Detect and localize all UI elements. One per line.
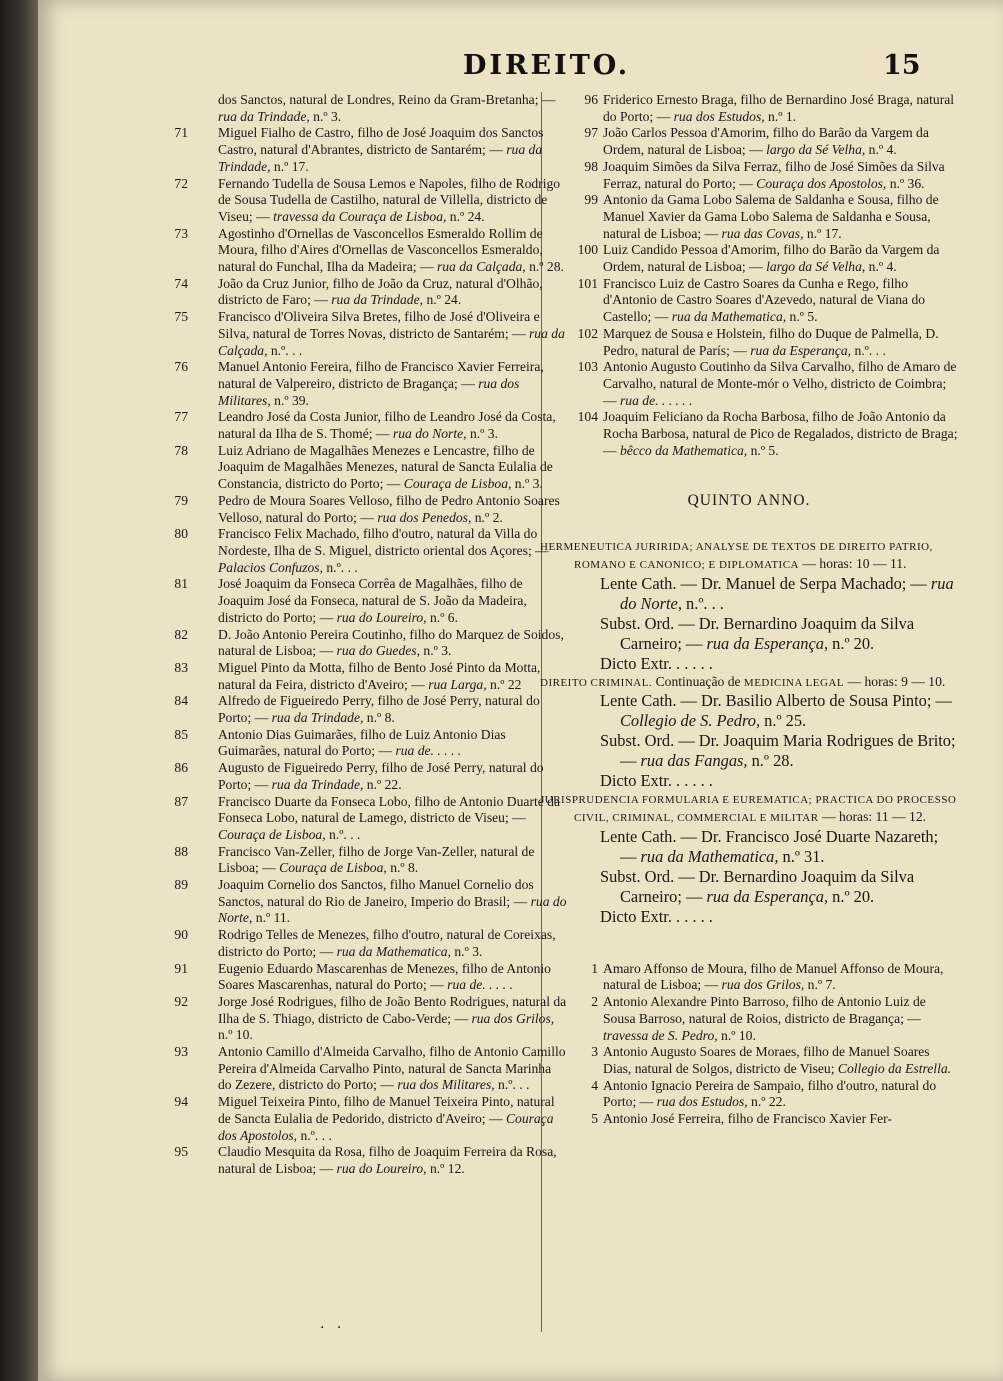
entry-number: 89 — [174, 877, 188, 893]
section-title: QUINTO ANNO. — [687, 492, 811, 510]
entry-house-number: n.º 12. — [426, 1161, 465, 1176]
faculty-role: Subst. Ord. — Dr. Bernardino Joaquim da Silva Carneiro; — — [600, 866, 915, 906]
list-item — [136, 125, 568, 175]
entry-number: 77 — [174, 409, 188, 425]
faculty-house-number: n.º 20. — [828, 886, 875, 906]
entry-text: Francisco d'Oliveira Silva Bretes, filho de José d'Oliveira e Silva, natural de Torres Novas, districto de Santarém; — — [218, 309, 540, 341]
faculty-address: Collegio de S. Pedro, — [620, 711, 761, 731]
entry-text: Fernando Tudella de Sousa Lemos e Napoles, filho de Rodrigo de Sousa Tudella de Castilho, natural de Villella, districto de Viseu; — — [218, 175, 561, 224]
entry-address: rua da Trindade, — [331, 292, 424, 308]
list-item — [136, 92, 568, 125]
list-item — [540, 159, 958, 192]
entry-text: Claudio Mesquita da Rosa, filho de Joaquim Ferreira da Rosa, natural de Lisboa; — — [218, 1144, 557, 1176]
entry-number: 94 — [174, 1094, 188, 1110]
list-item — [136, 994, 568, 1044]
list-item — [136, 693, 568, 726]
entry-number: 90 — [174, 927, 188, 943]
entry-text: Antonio Augusto Soares de Moraes, filho de Manuel Soares Dias, natural de Solgos, districto de Viseu; — [603, 1044, 930, 1076]
entry-house-number: n.º 2. — [471, 509, 503, 525]
entry-text: dos Sanctos, natural de Londres, Reino da Gram-Bretanha; — — [218, 92, 556, 107]
student-list-fifth-year — [540, 961, 958, 1128]
entry-address: rua dos Penedos, — [377, 509, 472, 525]
entry-number: 100 — [577, 242, 598, 258]
faculty-role: Lente Cath. — Dr. Basilio Alberto de Sousa Pinto; — — [600, 691, 952, 711]
entry-house-number: n.º 17. — [270, 158, 309, 174]
list-item — [136, 359, 568, 409]
entry-text: João da Cruz Junior, filho de João da Cruz, natural d'Olhão, districto de Faro; — — [218, 275, 543, 308]
student-list-fourth-year — [540, 92, 958, 459]
list-item — [136, 844, 568, 877]
entry-number: 3 — [591, 1044, 598, 1060]
entry-house-number: n.º. . . — [851, 342, 886, 358]
list-item — [540, 1078, 958, 1111]
course-hours: — horas: 10 — 11. — [799, 555, 907, 571]
entry-house-number: n.º 7. — [804, 977, 836, 993]
faculty-address: rua do Norte, — [620, 573, 954, 613]
faculty-role: Dicto Extr. . . . . . — [600, 653, 713, 673]
list-item — [136, 226, 568, 276]
entry-number: 78 — [174, 442, 188, 458]
entry-text: Agostinho d'Ornellas de Vasconcellos Esmeraldo Rollim de Moura, filho d'Aires d'Ornellas de Vasconcellos Esmeraldo, natural do Funchal, Ilha da Madeira; — — [218, 225, 543, 275]
faculty-house-number: n.º 20. — [828, 633, 875, 653]
entry-text: Alfredo de Figueiredo Perry, filho de José Perry, natural do Porto; — — [218, 693, 540, 726]
entry-text: Luiz Adriano de Magalhães Menezes e Lencastre, filho de Joaquim de Magalhães Menezes, natural de Sancta Eulalia de Constancia, districto do Porto; — — [218, 442, 553, 492]
entry-number: 91 — [174, 960, 188, 976]
list-item — [540, 409, 958, 459]
entry-address: rua dos Grilos, — [721, 977, 805, 993]
entry-address: rua dos Militares, — [397, 1077, 495, 1093]
list-item — [136, 493, 568, 526]
entry-address: rua da Trindade, — [218, 108, 310, 124]
faculty-role: Lente Cath. — Dr. Francisco José Duarte Nazareth; — — [600, 826, 939, 866]
entry-address: Couraça dos Apostolos, — [218, 1110, 554, 1143]
entry-text: Marquez de Sousa e Holstein, filho do Duque de Palmella, D. Pedro, natural de París; — — [603, 325, 939, 358]
entry-house-number: n.º 10. — [218, 1027, 253, 1043]
entry-address: rua do Guedes, — [336, 643, 420, 659]
page-header — [38, 50, 1003, 90]
course-name: HERMENEUTICA JURIRIDA; ANALYSE DE TEXTOS DE DIREITO PATRIO, ROMANO E CANONICO; E DIPLOMATICA — [540, 541, 933, 571]
entry-address: rua da Trindade, — [218, 142, 543, 174]
entry-number: 85 — [174, 726, 188, 742]
faculty-role: Dicto Extr. . . . . . — [600, 771, 713, 791]
entry-number: 102 — [577, 325, 598, 341]
entry-address: rua do Loureiro, — [336, 609, 427, 625]
entry-text: Antonio Alexandre Pinto Barroso, filho de Antonio Luiz de Sousa Barroso, natural de Roios, districto de Bragança; — — [603, 994, 926, 1026]
entry-text: Pedro de Moura Soares Velloso, filho de Pedro Antonio Soares Velloso, natural do Porto; — — [218, 492, 560, 525]
entry-address: rua dos Estudos, — [673, 108, 765, 124]
entry-number: 76 — [174, 359, 188, 375]
faculty-line — [540, 691, 958, 731]
entry-text: João Carlos Pessoa d'Amorim, filho do Barão da Vargem da Ordem, natural de Lisboa; — — [603, 125, 929, 158]
course-connector: Continuação de — [652, 673, 744, 689]
faculty-line — [540, 731, 958, 771]
entry-address: rua da Mathematica, — [336, 943, 451, 959]
faculty-house-number: n.º 31. — [778, 846, 825, 866]
entry-number: 83 — [174, 659, 188, 675]
entry-number: 101 — [577, 275, 598, 291]
entry-text: Francisco Van-Zeller, filho de Jorge Van-Zeller, natural de Lisboa; — — [218, 843, 535, 876]
list-item — [136, 176, 568, 226]
entry-address: travessa da Couraça de Lisboa, — [273, 208, 447, 224]
list-item — [136, 627, 568, 660]
faculty-line — [540, 614, 958, 654]
entry-house-number: n.º 3. — [309, 108, 342, 124]
list-item — [136, 526, 568, 576]
course-name: DIREITO CRIMINAL. — [540, 676, 653, 689]
course-hours: — horas: 11 — 12. — [818, 808, 927, 824]
entry-house-number: n.º 24. — [423, 292, 462, 308]
entry-address: rua do Loureiro, — [336, 1161, 427, 1176]
entry-number: 97 — [584, 125, 598, 141]
faculty-address: rua da Esperança, — [706, 886, 829, 906]
entry-number: 72 — [174, 175, 188, 191]
entry-address: Couraça dos Apostolos, — [756, 175, 887, 191]
entry-address: Couraça de Lisboa, — [218, 826, 326, 842]
entry-text: Antonio Ignacio Pereira de Sampaio, filho d'outro, natural do Porto; — — [603, 1077, 937, 1110]
entry-text: Miguel Pinto da Motta, filho de Bento José Pinto da Motta, natural da Feira, districto d'Aveiro; — — [218, 659, 541, 692]
entry-address: Palacios Confuzos, — [218, 559, 323, 575]
entry-number: 92 — [174, 993, 188, 1009]
entry-text: D. João Antonio Pereira Coutinho, filho do Marquez de Soidos, natural de Lisboa; — — [218, 626, 564, 659]
entry-text: Luiz Candido Pessoa d'Amorim, filho do Barão da Vargem da Ordem, natural de Lisboa; — — [603, 242, 940, 275]
entry-house-number: n.º 5. — [747, 442, 779, 458]
entry-house-number: n.º 24. — [446, 208, 485, 224]
entry-number: 96 — [584, 92, 598, 107]
faculty-role: Lente Cath. — Dr. Manuel de Serpa Machado; — — [600, 573, 931, 593]
list-item — [540, 276, 958, 326]
entry-address: bêcco da Mathematica, — [620, 442, 748, 458]
faculty-role: Dicto Extr. . . . . . — [600, 906, 713, 926]
entry-text: José Joaquim da Fonseca Corrêa de Magalhães, filho de Joaquim José da Fonseca, natural de S. João da Madeira, districto do Porto; — — [218, 576, 527, 625]
list-item — [540, 242, 958, 275]
entry-text: Augusto de Figueiredo Perry, filho de José Perry, natural do Porto; — — [218, 760, 544, 792]
entry-house-number: n.º. . . — [297, 1127, 332, 1143]
entry-number: 81 — [174, 576, 188, 592]
list-item — [136, 1044, 568, 1094]
entry-number: 2 — [591, 994, 598, 1010]
entry-house-number: n.º 11. — [252, 910, 291, 926]
document-page — [38, 0, 1003, 1381]
entry-number: 87 — [174, 793, 188, 809]
list-item — [136, 1144, 568, 1177]
entry-text: Antonio Dias Guimarães, filho de Luiz Antonio Dias Guimarães, natural do Porto; — — [218, 726, 506, 759]
entry-address: largo da Sé Velha, — [766, 259, 866, 275]
entry-number: 73 — [174, 225, 188, 241]
entry-text: Rodrigo Telles de Menezes, filho d'outro, natural de Coreixas, districto do Porto; — — [218, 927, 556, 959]
entry-house-number: n.º. . . — [267, 342, 303, 358]
list-item — [136, 309, 568, 359]
page-number: 15 — [883, 50, 921, 81]
course-name-secondary: MEDICINA LEGAL — [743, 676, 845, 689]
faculty-house-number: n.º 28. — [747, 751, 794, 771]
footer-mark: . . — [320, 1316, 346, 1332]
list-item — [136, 727, 568, 760]
entry-address: rua das Covas, — [721, 225, 804, 241]
list-item — [136, 877, 568, 927]
entry-text: Joaquim Simões da Silva Ferraz, filho de José Simões da Silva Ferraz, natural do Porto; — — [603, 158, 945, 191]
entry-number: 75 — [174, 309, 188, 325]
running-title: DIREITO. — [463, 50, 631, 81]
entry-number: 86 — [174, 760, 188, 776]
course-heading — [540, 538, 958, 573]
list-item — [540, 994, 958, 1044]
list-item — [136, 576, 568, 626]
entry-house-number: n.º. . . — [325, 826, 361, 842]
entry-text: Eugenio Eduardo Mascarenhas de Menezes, filho de Antonio Soares Mascarenhas, natural do Porto; — — [218, 960, 551, 993]
entry-number: 84 — [174, 693, 188, 709]
entry-house-number: n.º. . . — [494, 1077, 530, 1093]
faculty-line — [540, 907, 958, 927]
list-item — [136, 927, 568, 960]
faculty-line — [540, 654, 958, 674]
entry-address: rua de. . . . . — [395, 743, 462, 759]
entry-text: Friderico Ernesto Braga, filho de Bernardino José Braga, natural do Porto; — — [603, 92, 955, 124]
list-item — [540, 1044, 958, 1077]
list-item — [136, 276, 568, 309]
entry-house-number: n.º 28. — [525, 259, 564, 275]
entry-number: 103 — [577, 359, 598, 375]
list-item — [136, 794, 568, 844]
book-spine — [0, 0, 38, 1381]
entry-address: largo da Sé Velha, — [766, 142, 866, 158]
entry-text: Antonio Camillo d'Almeida Carvalho, filho de Antonio Camillo Pereira d'Almeida Carvalho Pinto, natural de Sancta Marinha do Zezere, districto do Porto; — — [218, 1044, 566, 1093]
entry-number: 80 — [174, 526, 188, 542]
entry-text: Joaquim Feliciano da Rocha Barbosa, filho de João Antonio da Rocha Barbosa, natural de Pico de Regalados, districto de Braga; — — [603, 409, 958, 458]
entry-address: rua dos Militares, — [218, 375, 520, 408]
entry-text: Manuel Antonio Fereira, filho de Francisco Xavier Ferreira, natural de Valpereiro, districto de Bragança; — — [218, 359, 544, 391]
course-hours: — horas: 9 — 10. — [844, 673, 946, 689]
list-item — [136, 443, 568, 493]
entry-number: 99 — [584, 192, 598, 208]
entry-text: Miguel Fialho de Castro, filho de José Joaquim dos Sanctos Castro, natural d'Abrantes, districto de Santarém; — — [218, 125, 544, 158]
entry-address: rua da Trindade, — [271, 710, 364, 726]
entry-text: Francisco Felix Machado, filho d'outro, natural da Villa do Nordeste, Ilha de S. Miguel, districto oriental dos Açores; — — [218, 526, 549, 558]
entry-address: Couraça de Lisboa, — [403, 476, 512, 492]
entry-address: rua de. . . . . — [447, 977, 513, 993]
entry-house-number: n.º 1. — [764, 108, 797, 124]
entry-house-number: n.º 22 — [486, 676, 522, 692]
entry-address: rua do Norte, — [392, 426, 467, 442]
entry-number: 79 — [174, 492, 188, 508]
entry-text: Francisco Luiz de Castro Soares da Cunha e Rego, filho d'Antonio de Castro Soares d'Azevedo, natural de Viana do Castello; — — [603, 275, 926, 325]
entry-number: 5 — [591, 1111, 598, 1127]
entry-house-number: n.º 17. — [803, 225, 842, 241]
faculty-address: rua da Mathematica, — [640, 846, 779, 866]
entry-house-number: n.º. . . — [322, 559, 358, 575]
entry-text: Francisco Duarte da Fonseca Lobo, filho de Antonio Duarte da Fonseca Lobo, natural de Lamego, districto de Viseu; — — [218, 793, 561, 826]
entry-house-number: n.º 39. — [270, 392, 309, 408]
list-item — [540, 125, 958, 158]
course-heading — [540, 791, 958, 826]
entry-house-number: n.º 3. — [420, 643, 452, 659]
entry-number: 4 — [591, 1077, 598, 1093]
entry-house-number: n.º 4. — [865, 259, 897, 275]
list-item — [540, 1111, 958, 1128]
entry-house-number: n.º 3. — [466, 426, 498, 442]
entry-number: 104 — [577, 409, 598, 425]
course-name: JURISPRUDENCIA FORMULARIA E EUREMATICA; PRACTICA DO PROCESSO CIVIL, CRIMINAL, COMMERCIAL E MILITAR — [540, 794, 957, 824]
faculty-line — [540, 771, 958, 791]
list-item — [136, 660, 568, 693]
entry-text: Antonio Augusto Coutinho da Silva Carvalho, filho de Amaro de Carvalho, natural de Monte-mór o Velho, districto de Coimbra; — — [603, 359, 957, 408]
entry-house-number: n.º 10. — [717, 1027, 756, 1043]
entry-address: rua da Trindade, — [271, 776, 364, 792]
faculty-line — [540, 827, 958, 867]
entry-number: 95 — [174, 1144, 188, 1160]
faculty-role: Subst. Ord. — Dr. Joaquim Maria Rodrigues de Brito; — — [600, 731, 956, 771]
list-item — [136, 961, 568, 994]
entry-number: 98 — [584, 158, 598, 174]
entry-house-number: n.º 5. — [786, 309, 818, 325]
faculty-address: rua das Fangas, — [640, 751, 748, 771]
entry-house-number: n.º 22. — [363, 776, 402, 792]
faculty-house-number: n.º 25. — [760, 711, 807, 731]
right-column — [540, 92, 958, 1128]
entry-text: Antonio da Gama Lobo Salema de Saldanha e Sousa, filho de Manuel Xavier da Gama Lobo Salema de Saldanha e Sousa, natural de Lisboa; — — [603, 192, 939, 241]
list-item — [540, 359, 958, 409]
entry-address: travessa de S. Pedro, — [603, 1027, 718, 1043]
entry-address: Collegio da Estrella. — [837, 1060, 952, 1076]
entry-address: rua dos Estudos, — [656, 1094, 748, 1110]
entry-address: rua da Calçada, — [218, 325, 565, 358]
entry-house-number: n.º 6. — [426, 609, 458, 625]
courses-list — [540, 538, 958, 927]
entry-address: rua da Mathematica, — [671, 309, 787, 325]
entry-house-number: n.º 3. — [450, 943, 483, 959]
entry-number: 74 — [174, 275, 188, 291]
entry-address: rua da Calçada, — [436, 259, 526, 275]
entry-house-number: n.º 4. — [865, 142, 897, 158]
entry-text: Miguel Teixeira Pinto, filho de Manuel Teixeira Pinto, natural de Sancta Eulalia de Pedorido, districto d'Aveiro; — — [218, 1094, 555, 1126]
left-column — [136, 92, 568, 1178]
list-item — [540, 961, 958, 994]
list-item — [540, 326, 958, 359]
entry-address: Couraça de Lisboa, — [279, 860, 387, 876]
entry-number: 88 — [174, 843, 188, 859]
entry-address: rua da Esperança, — [750, 342, 852, 358]
entry-house-number: n.º 3. — [511, 476, 543, 492]
list-item — [540, 192, 958, 242]
entry-house-number: n.º 8. — [363, 710, 395, 726]
entry-text: Jorge José Rodrigues, filho de João Bento Rodrigues, natural da Ilha de S. Thiago, districto de Cabo-Verde; — — [218, 993, 567, 1026]
entry-text: Joaquim Cornelio dos Sanctos, filho Manuel Cornelio dos Sanctos, natural do Rio de Janeiro, Imperio do Brasil; — — [218, 877, 534, 909]
entry-house-number: n.º 8. — [386, 860, 419, 876]
entry-number: 82 — [174, 626, 188, 642]
entry-address: rua dos Grilos, — [471, 1010, 555, 1026]
course-heading — [540, 674, 958, 692]
list-item — [136, 760, 568, 793]
faculty-line — [540, 867, 958, 907]
entry-text: Antonio José Ferreira, filho de Francisco Xavier Fer- — [603, 1111, 892, 1127]
entry-text: Amaro Affonso de Moura, filho de Manuel Affonso de Moura, natural de Lisboa; — — [603, 960, 944, 993]
entry-address: rua do Norte, — [218, 893, 567, 926]
faculty-line — [540, 574, 958, 614]
entry-number: 1 — [591, 960, 598, 976]
faculty-address: rua da Esperança, — [706, 633, 829, 653]
entry-address: rua de. . . . . . — [620, 392, 693, 408]
faculty-house-number: n.º. . . — [681, 593, 724, 613]
faculty-role: Subst. Ord. — Dr. Bernardino Joaquim da Silva Carneiro; — — [600, 613, 915, 653]
list-item — [136, 409, 568, 442]
list-item — [540, 92, 958, 125]
entry-house-number: n.º 22. — [747, 1094, 786, 1110]
entry-address: rua Larga, — [428, 676, 487, 692]
entry-text: Leandro José da Costa Junior, filho de Leandro José da Costa, natural da Ilha de S. Thomé; — — [218, 409, 556, 442]
list-item — [136, 1094, 568, 1144]
entry-number: 71 — [174, 125, 188, 141]
entry-house-number: n.º 36. — [886, 175, 925, 191]
entry-number: 93 — [174, 1044, 188, 1060]
